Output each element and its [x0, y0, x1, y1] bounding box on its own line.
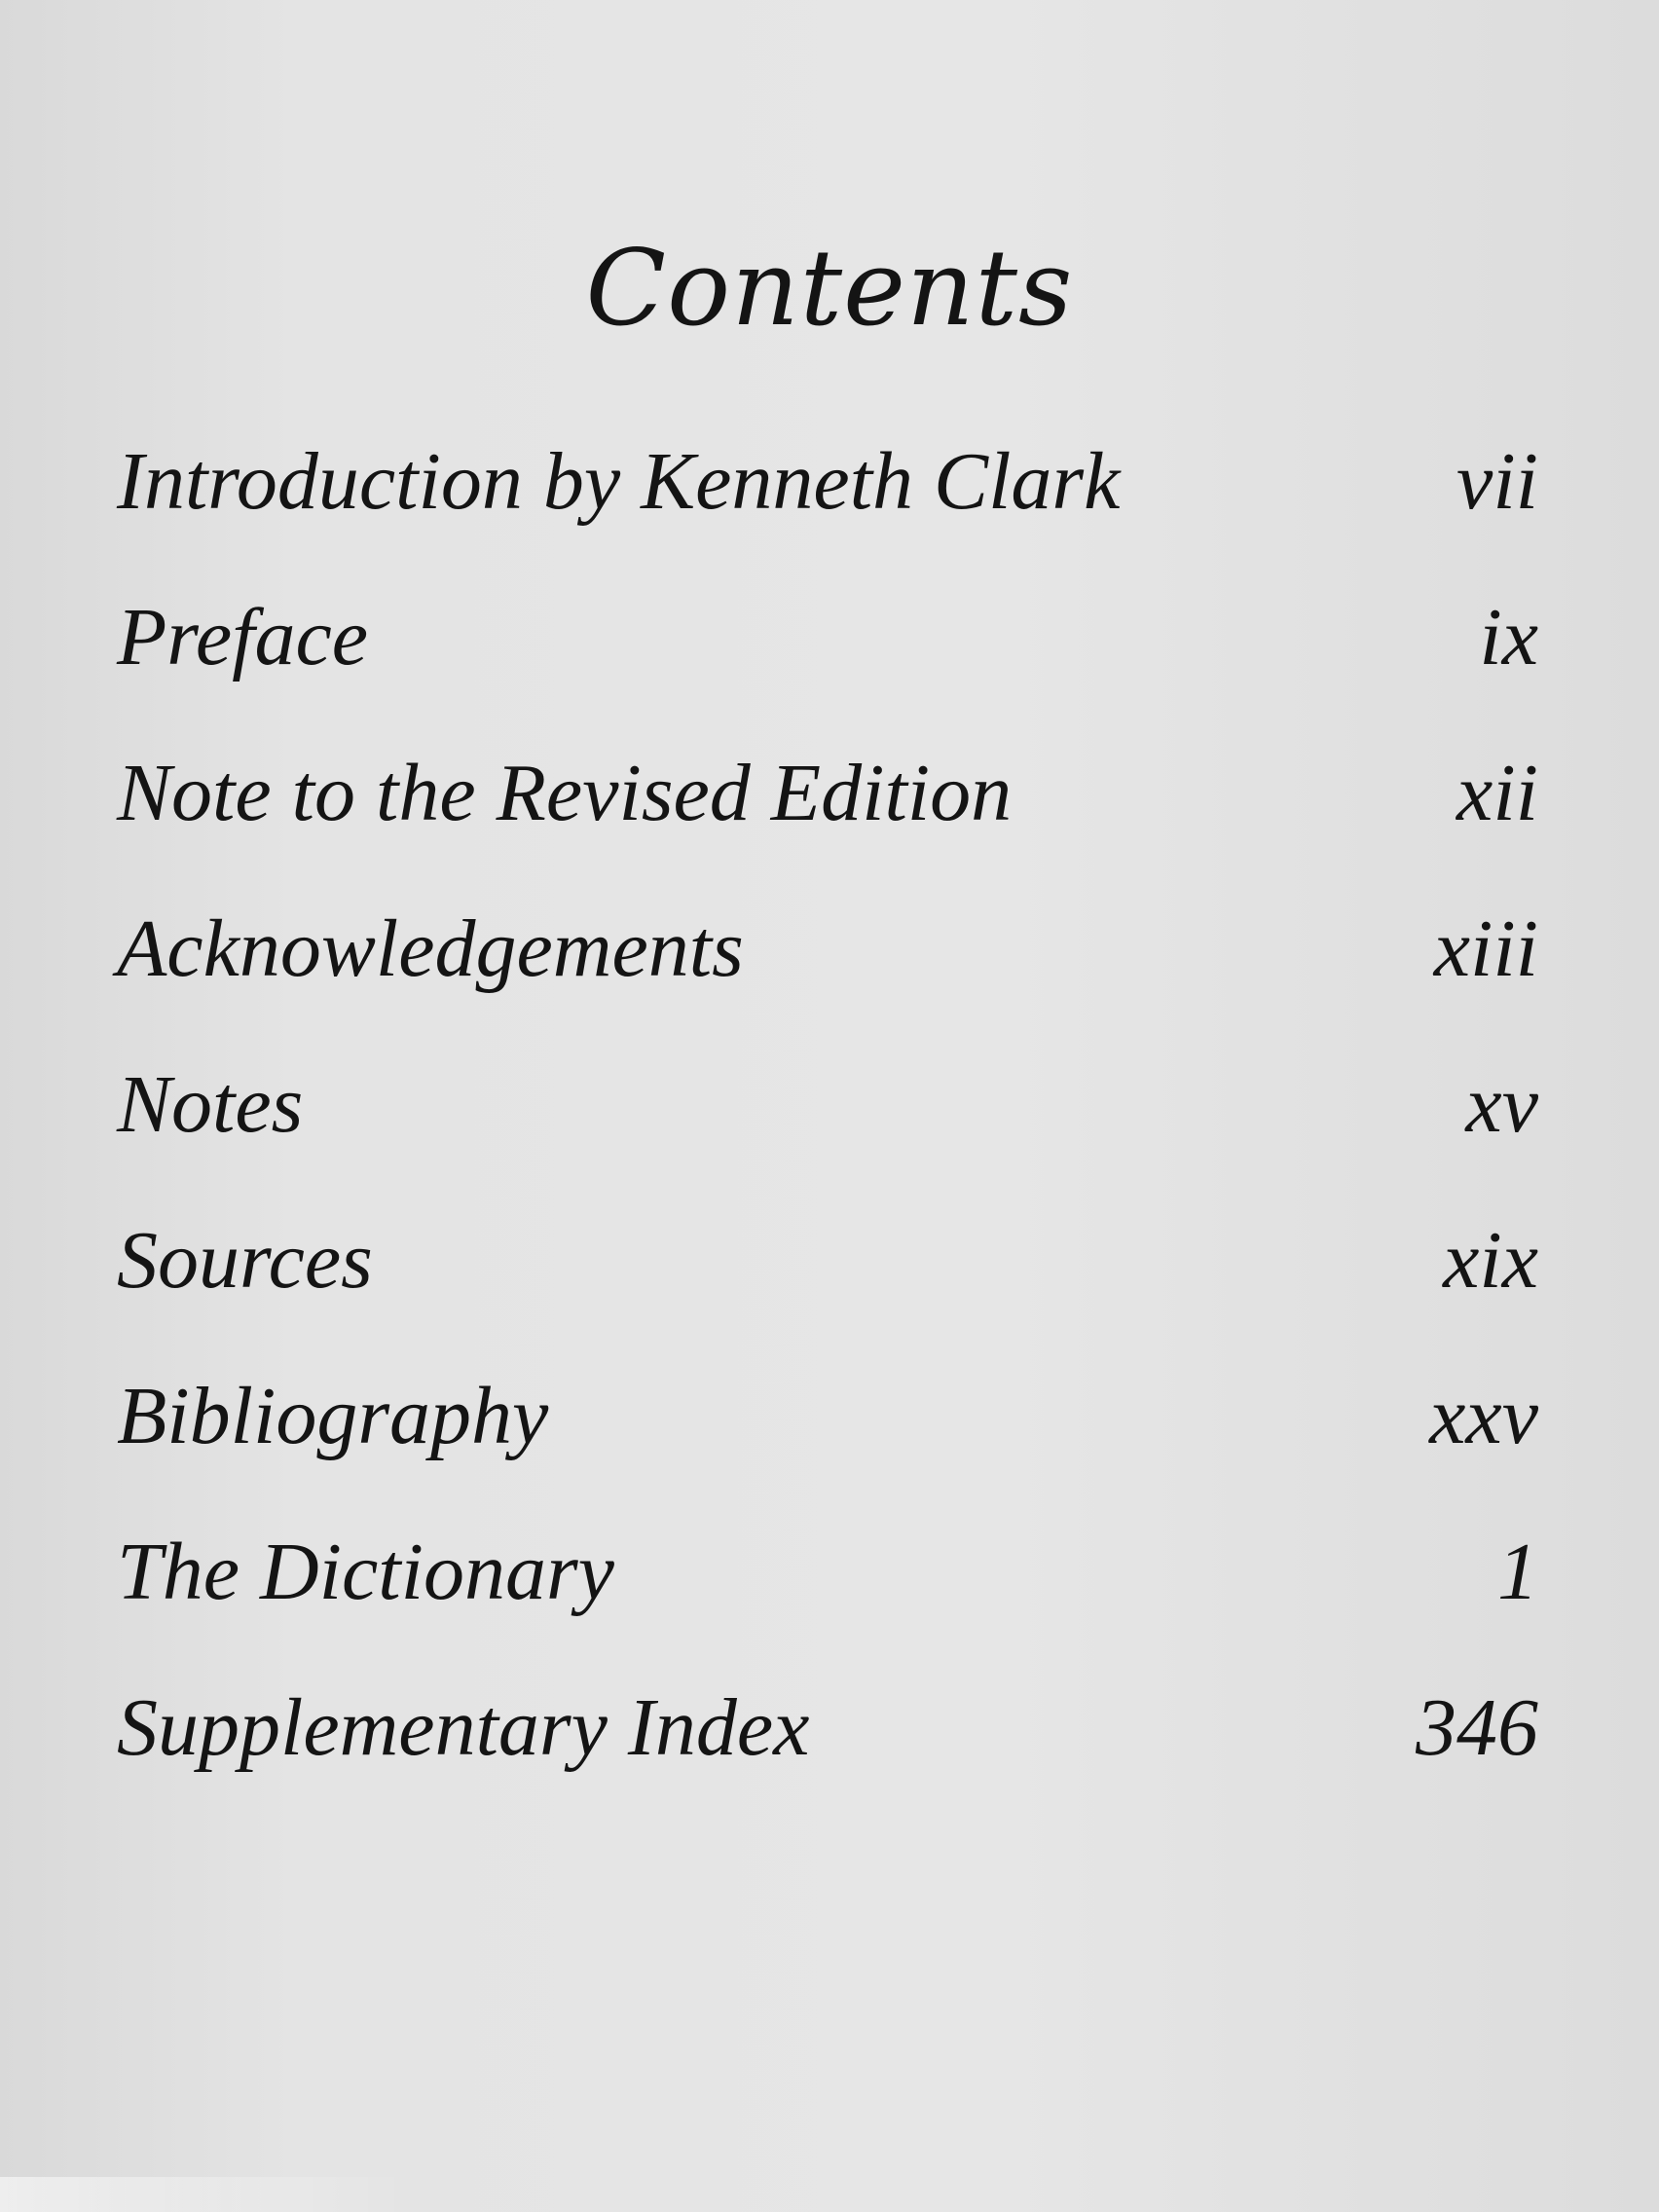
table-of-contents	[117, 404, 1538, 1806]
toc-entry-page: ix	[1479, 592, 1538, 682]
toc-entry-label: Bibliography	[117, 1371, 549, 1461]
toc-entry-label: Note to the Revised Edition	[117, 748, 1013, 838]
toc-entry-label: Supplementary Index	[117, 1682, 810, 1773]
toc-entry-label: Notes	[117, 1059, 304, 1150]
toc-entry-page: vii	[1456, 436, 1538, 527]
toc-entry-supplementary-index	[117, 1650, 1538, 1806]
toc-entry-acknowledgements	[117, 871, 1538, 1027]
toc-entry-label: Sources	[117, 1215, 373, 1306]
toc-entry-page: xiii	[1433, 903, 1538, 994]
toc-entry-label: Preface	[117, 592, 369, 682]
corner-watermark	[0, 2177, 409, 2212]
toc-entry-notes	[117, 1027, 1538, 1183]
toc-entry-page: xii	[1456, 748, 1538, 838]
toc-entry-label: The Dictionary	[117, 1527, 614, 1617]
toc-entry-page: 1	[1497, 1527, 1538, 1617]
contents-heading: Contents	[585, 228, 1074, 350]
toc-entry-preface	[117, 560, 1538, 716]
toc-entry-page: 346	[1416, 1682, 1538, 1773]
toc-entry-label: Introduction by Kenneth Clark	[117, 436, 1121, 527]
toc-entry-page: xv	[1465, 1059, 1538, 1150]
toc-entry-revised-edition-note	[117, 716, 1538, 871]
toc-entry-bibliography	[117, 1339, 1538, 1494]
toc-entry-dictionary	[117, 1494, 1538, 1650]
toc-entry-page: xix	[1443, 1215, 1538, 1306]
toc-entry-label: Acknowledgements	[117, 903, 744, 994]
toc-entry-introduction	[117, 404, 1538, 560]
toc-entry-sources	[117, 1183, 1538, 1339]
toc-entry-page: xxv	[1429, 1371, 1538, 1461]
